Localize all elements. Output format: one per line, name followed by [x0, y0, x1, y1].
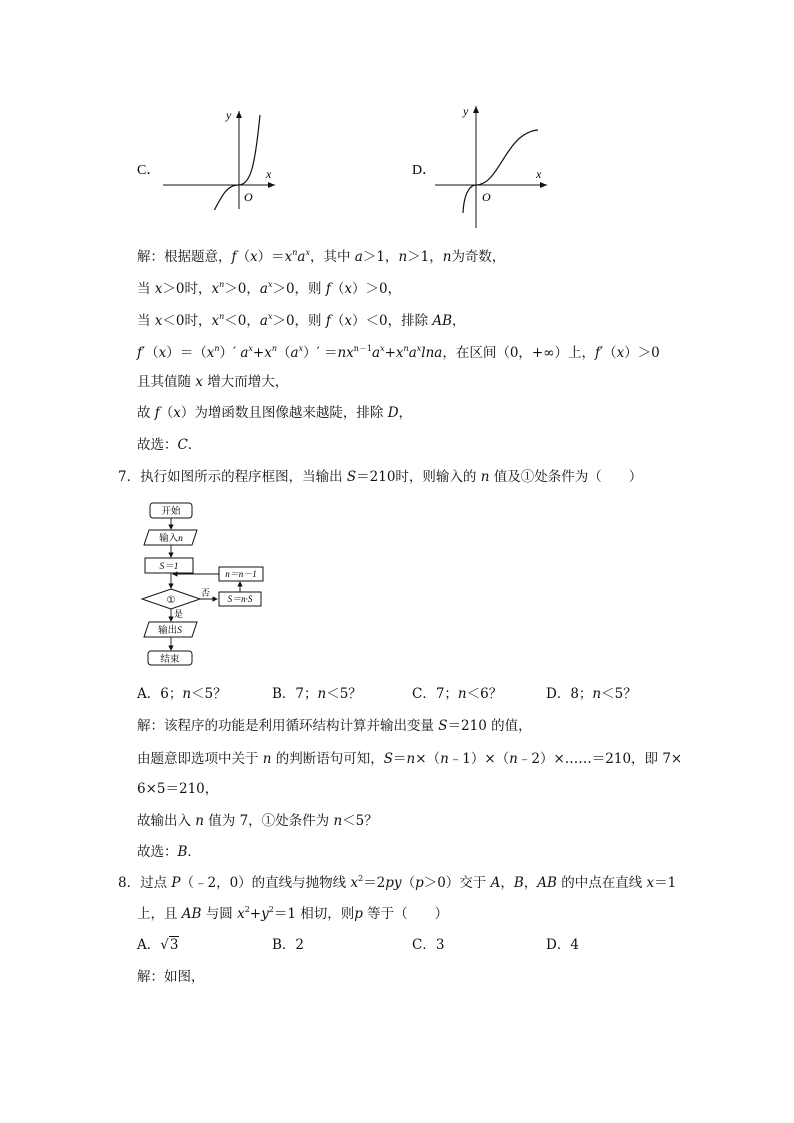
- text: ，: [500, 875, 514, 891]
- flow-start-label: 开始: [161, 507, 181, 517]
- text: 且其值随: [137, 374, 196, 390]
- text: ＞0，则: [272, 313, 326, 329]
- text: 的判断语句可知，: [271, 751, 384, 767]
- text: ＞0时，: [162, 281, 212, 297]
- text: 由题意即选项中关于: [137, 751, 263, 767]
- q8-option-a: [137, 936, 179, 954]
- text: n: [195, 813, 204, 829]
- text: n: [182, 686, 192, 702]
- q7-sol-line-4: [137, 812, 378, 830]
- text: p: [354, 906, 363, 922]
- q7-option-a: [137, 685, 227, 703]
- text: y: [261, 906, 269, 922]
- text: 的中点在直线: [556, 875, 647, 891]
- text: S: [438, 718, 448, 734]
- text: ＞0）交于: [423, 875, 491, 891]
- text: f: [325, 313, 331, 329]
- graph-d-x-arrow: [540, 182, 547, 188]
- text: n: [271, 344, 278, 353]
- flow-condition-label: ①: [166, 595, 176, 606]
- q7-sol-line-3: [137, 780, 218, 798]
- text: 值为 7，①处条件为: [204, 813, 334, 829]
- text: +: [249, 906, 262, 922]
- text: ﹣2）×……＝210，即 7×: [517, 751, 683, 767]
- text: x: [284, 249, 293, 265]
- graph-d-y-label: y: [463, 104, 469, 118]
- text: a: [240, 345, 249, 361]
- text: n: [457, 686, 467, 702]
- text: P: [171, 875, 181, 891]
- text: ＝: [393, 751, 407, 767]
- text: 等于（ ）: [362, 906, 449, 922]
- text: S: [346, 469, 357, 485]
- text: x: [211, 281, 220, 297]
- sol6-line-4: [137, 344, 660, 362]
- text: （: [277, 345, 291, 361]
- text: ＞1，: [362, 249, 399, 265]
- text: 解：根据题意，: [137, 249, 232, 265]
- text: x: [248, 344, 253, 353]
- text: 增大而增大，: [202, 374, 289, 390]
- text: a: [290, 345, 299, 361]
- text: D．4: [546, 937, 579, 953]
- flow-yes-label: 是: [174, 609, 184, 619]
- text: x: [237, 906, 245, 922]
- text: ＜6？: [466, 686, 503, 702]
- q7-sol-line-1: [137, 717, 532, 735]
- text: f: [154, 405, 160, 421]
- text: ＞1，: [407, 249, 443, 265]
- q7-stem: [118, 468, 642, 486]
- text: 值及①处条件为（ ）: [489, 469, 643, 485]
- text: ）＞0，: [351, 281, 402, 297]
- flow-mul-label: S＝n·S: [227, 594, 253, 604]
- q7-option-c: [412, 685, 502, 703]
- flow-init-label: S＝1: [159, 562, 179, 572]
- text: 当: [137, 281, 155, 297]
- q7-sol-line-2: [137, 750, 682, 768]
- text: x: [416, 344, 422, 353]
- text: ）＝（: [166, 345, 207, 361]
- text: 7．执行如图所示的程序框图，当输出: [118, 469, 347, 485]
- text: A．6；: [137, 686, 183, 702]
- text: （: [236, 249, 250, 265]
- text: S: [383, 751, 394, 767]
- graph-d-origin: O: [482, 190, 491, 204]
- text: n: [214, 344, 220, 353]
- sol6-line-7: [137, 436, 201, 454]
- text: f: [137, 345, 142, 361]
- text: a: [408, 345, 417, 361]
- text: B．7；: [272, 686, 318, 702]
- text: n: [592, 686, 602, 702]
- text: 故输出入: [137, 813, 196, 829]
- text: a: [372, 345, 381, 361]
- text: n: [480, 469, 490, 485]
- text: D: [387, 405, 399, 421]
- q7-sol-line-5: [137, 843, 201, 861]
- text: x: [264, 345, 272, 361]
- graph-c-x-arrow: [268, 182, 275, 188]
- text: ＝1: [654, 875, 677, 891]
- text: B: [513, 875, 524, 891]
- text: 3: [169, 937, 179, 953]
- graph-option-d: [400, 98, 560, 233]
- text: p: [415, 875, 424, 891]
- text: 当: [137, 313, 155, 329]
- text: ，: [523, 875, 538, 891]
- text: n: [219, 280, 225, 289]
- text: 解：如图，: [137, 969, 205, 985]
- text: B: [177, 844, 188, 860]
- text: lna: [421, 345, 443, 361]
- sol6-line-3: [137, 312, 466, 330]
- text: ＝210时，则输入的: [356, 469, 481, 485]
- text: n: [333, 813, 343, 829]
- text: 2: [268, 905, 274, 914]
- text: a: [259, 281, 268, 297]
- text: 2: [244, 905, 250, 914]
- text: ＞0，: [224, 281, 260, 297]
- text: x: [350, 875, 359, 891]
- text: py: [385, 875, 402, 891]
- text: ＜5？: [191, 686, 227, 702]
- text: ＝210 的值，: [447, 718, 532, 734]
- text: B．2: [272, 937, 305, 953]
- text: a: [259, 313, 268, 329]
- text: x: [250, 249, 258, 265]
- text: AB: [432, 313, 453, 329]
- graph-d-x-label: x: [536, 167, 542, 181]
- text: ＝1 相切，则: [273, 906, 355, 922]
- q7-option-b: [272, 685, 362, 703]
- text: 解：该程序的功能是利用循环结构计算并输出变量: [137, 718, 439, 734]
- text: n: [292, 248, 298, 257]
- text: ×（: [415, 751, 441, 767]
- text: ＜0时，: [162, 313, 212, 329]
- q8-option-c: [412, 936, 444, 954]
- text: n: [317, 686, 327, 702]
- text: n－1: [353, 344, 373, 353]
- text: ，: [452, 313, 466, 329]
- text: +: [252, 345, 265, 361]
- graph-c-y-label: y: [226, 108, 232, 122]
- text: 8．过点: [118, 875, 172, 891]
- text: f: [594, 345, 600, 361]
- text: 与圆: [201, 906, 238, 922]
- flow-output-label: 输出S: [158, 626, 182, 636]
- q8-option-b: [272, 936, 304, 954]
- text: （: [159, 405, 174, 421]
- text: x: [646, 875, 655, 891]
- sol6-line-6: [137, 404, 412, 422]
- text: ）＝: [257, 249, 285, 265]
- flowchart: [135, 500, 270, 670]
- text: n: [398, 249, 408, 265]
- text: x: [154, 281, 163, 297]
- graph-option-c: [125, 105, 285, 210]
- text: n: [442, 249, 452, 265]
- flow-end-label: 结束: [160, 655, 180, 665]
- text: （: [330, 313, 345, 329]
- graph-c-y-arrow: [236, 111, 242, 118]
- text: x: [206, 345, 215, 361]
- text: x: [298, 344, 304, 353]
- text: ．: [187, 844, 201, 860]
- flow-input-label: 输入n: [159, 534, 183, 544]
- text: ′（: [142, 345, 159, 361]
- text: ′（: [599, 345, 617, 361]
- text: x: [267, 312, 273, 321]
- text: （: [401, 875, 416, 891]
- text: D．8；: [546, 686, 593, 702]
- text: nx: [337, 345, 354, 361]
- q7-option-d: [546, 685, 637, 703]
- flow-dec-label: n＝n－1: [225, 569, 257, 579]
- text: ＞0，则: [272, 281, 326, 297]
- sol6-line-2: [137, 280, 401, 298]
- text: C．7；: [412, 686, 458, 702]
- q8-stem-line-1: [118, 874, 676, 892]
- text: a: [297, 249, 306, 265]
- text: x: [195, 374, 203, 390]
- text: x: [211, 313, 220, 329]
- sol6-line-1: [137, 248, 505, 266]
- q8-sol-line-1: [137, 968, 205, 986]
- text: a: [354, 249, 363, 265]
- flow-no-label: 否: [201, 588, 211, 598]
- graph-d-curve: [463, 130, 538, 213]
- graph-c-origin: O: [244, 190, 253, 204]
- text: A．: [137, 937, 161, 953]
- text: ，: [398, 405, 413, 421]
- text: +: [384, 345, 396, 361]
- graph-d-y-arrow: [473, 106, 479, 113]
- q8-option-d: [546, 936, 579, 954]
- text: x: [154, 313, 163, 329]
- text: f: [325, 281, 331, 297]
- text: ＜5？: [326, 686, 362, 702]
- text: ）＜0，排除: [351, 313, 433, 329]
- text: n: [509, 751, 518, 767]
- text: ＝2: [363, 875, 386, 891]
- text: x: [267, 280, 273, 289]
- text: x: [395, 345, 404, 361]
- text: n: [219, 312, 225, 321]
- text: n: [262, 751, 272, 767]
- text: AB: [537, 875, 557, 891]
- text: n: [403, 344, 409, 353]
- text: ）′ ＝: [303, 345, 338, 361]
- text: 故选：: [137, 437, 178, 453]
- text: ，其中: [309, 249, 355, 265]
- text: 故: [137, 405, 155, 421]
- sol6-line-5: [137, 373, 288, 391]
- text: C．3: [412, 937, 445, 953]
- graph-c-label: C．: [137, 163, 161, 178]
- text: ＜5？: [342, 813, 378, 829]
- text: 6×5＝210，: [137, 781, 219, 797]
- text: C: [177, 437, 188, 453]
- text: ＜0，: [224, 313, 260, 329]
- text: x: [380, 344, 385, 353]
- text: ）′: [219, 345, 241, 361]
- text: x: [344, 281, 352, 297]
- text: （﹣2，0）的直线与抛物线: [180, 875, 351, 891]
- graph-c-x-label: x: [266, 167, 272, 181]
- text: x: [344, 313, 352, 329]
- text: 故选：: [137, 844, 178, 860]
- text: n: [406, 751, 416, 767]
- text: ）＞0: [624, 345, 660, 361]
- text: 为奇数，: [451, 249, 506, 265]
- text: ＜5？: [601, 686, 637, 702]
- text: ，在区间（0，+∞）上，: [442, 345, 595, 361]
- q8-stem-line-2: [137, 905, 448, 923]
- sqrt-symbol: √: [160, 937, 169, 953]
- text: x: [616, 345, 625, 361]
- text: f: [231, 249, 237, 265]
- text: n: [440, 751, 449, 767]
- text: 2: [358, 874, 364, 883]
- text: x: [173, 405, 181, 421]
- text: A: [490, 875, 501, 891]
- text: x: [305, 248, 310, 257]
- text: AB: [181, 906, 202, 922]
- text: ﹣1）×（: [448, 751, 510, 767]
- text: ）为增函数且图像越来越陡，排除: [180, 405, 388, 421]
- text: 上，且: [137, 906, 182, 922]
- text: ．: [187, 437, 202, 453]
- text: （: [330, 281, 345, 297]
- graph-d-label: D．: [412, 163, 437, 178]
- text: x: [158, 345, 167, 361]
